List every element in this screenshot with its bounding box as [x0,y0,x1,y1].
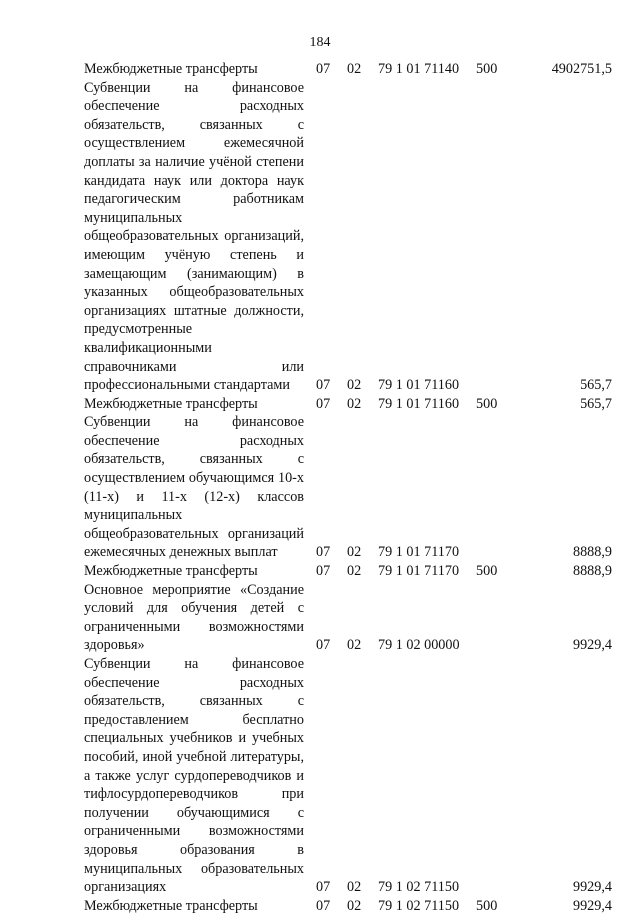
expense-kind-code: 500 [476,395,498,412]
amount: 9929,4 [572,897,612,914]
subsection-code: 02 [347,897,362,914]
subsection-code: 02 [347,61,362,77]
table-row [0,395,640,414]
section-code: 07 [316,897,331,914]
expense-kind-code: 500 [476,61,498,77]
row-description: Основное мероприятие «Создание условий для обучения детей с ограниченными возможностями здоровья» [84,581,304,654]
table-row [0,413,640,562]
row-description: Межбюджетные трансферты [84,61,258,77]
table-row [0,60,640,79]
table-row [0,562,640,581]
target-article-code: 79 1 02 71150 [378,879,460,896]
target-article-code: 79 1 02 71150 [378,897,460,914]
section-code: 07 [316,879,331,896]
row-codes [312,878,612,897]
amount: 9929,4 [572,637,612,654]
table-row [0,79,640,395]
subsection-code: 02 [347,377,362,394]
row-codes [312,543,612,562]
row-codes [312,897,612,915]
amount: 565,7 [580,395,612,412]
amount: 9929,4 [572,879,612,896]
subsection-code: 02 [347,544,362,561]
target-article-code: 79 1 01 71140 [378,61,460,77]
row-codes [312,376,612,395]
budget-table [0,60,640,915]
amount: 565,7 [580,377,612,394]
subsection-code: 02 [347,563,362,580]
row-description: Межбюджетные трансферты [84,563,258,580]
amount: 8888,9 [572,544,612,561]
subsection-code: 02 [347,637,362,654]
subsection-code: 02 [347,395,362,412]
section-code: 07 [316,637,331,654]
page-number: 184 [309,35,331,50]
section-code: 07 [316,544,331,561]
amount: 4902751,5 [551,61,612,77]
row-codes [312,562,612,581]
section-code: 07 [316,395,331,412]
row-codes [312,636,612,655]
table-row [0,655,640,897]
target-article-code: 79 1 01 71170 [378,563,460,580]
subsection-code: 02 [347,879,362,896]
section-code: 07 [316,563,331,580]
row-codes [312,60,612,79]
row-description: Субвенции на финансовое обеспечение расходных обязательств, связанных с предоставлением бесплатно специальных учебников и учебных пособий, иной учебной литературы, а также услуг сурдопереводчиков и тифлосурдопереводчиков при получении обучающимися с ограниченными возможностями здоровья образования в муниципальных образовательных организациях [84,656,304,896]
section-code: 07 [316,61,331,77]
target-article-code: 79 1 01 71160 [378,395,460,412]
target-article-code: 79 1 01 71160 [378,377,460,394]
amount: 8888,9 [572,563,612,580]
expense-kind-code: 500 [476,563,498,580]
target-article-code: 79 1 01 71170 [378,544,460,561]
row-description: Межбюджетные трансферты [84,897,258,914]
target-article-code: 79 1 02 00000 [378,637,460,654]
section-code: 07 [316,377,331,394]
row-description: Субвенции на финансовое обеспечение расходных обязательств, связанных с осуществлением обучающимся 10-х (11-х) и 11-х (12-х) классов муниципальных общеобразовательных организаций ежемесячных денежных выплат [84,414,304,561]
expense-kind-code: 500 [476,897,498,914]
row-description: Межбюджетные трансферты [84,395,258,412]
row-codes [312,395,612,414]
table-row [0,581,640,655]
row-description: Субвенции на финансовое обеспечение расходных обязательств, связанных с осуществлением ежемесячной доплаты за наличие учёной степени кандидата наук или доктора наук педагогическим работникам муниципальных общеобразовательных организаций, имеющим учёную степень и замещающим (занимающим) в указанных общеобразовательных организациях штатные должности, предусмотренные квалификационными справочниками или профессиональными стандартами [84,79,304,394]
table-row [0,897,640,915]
